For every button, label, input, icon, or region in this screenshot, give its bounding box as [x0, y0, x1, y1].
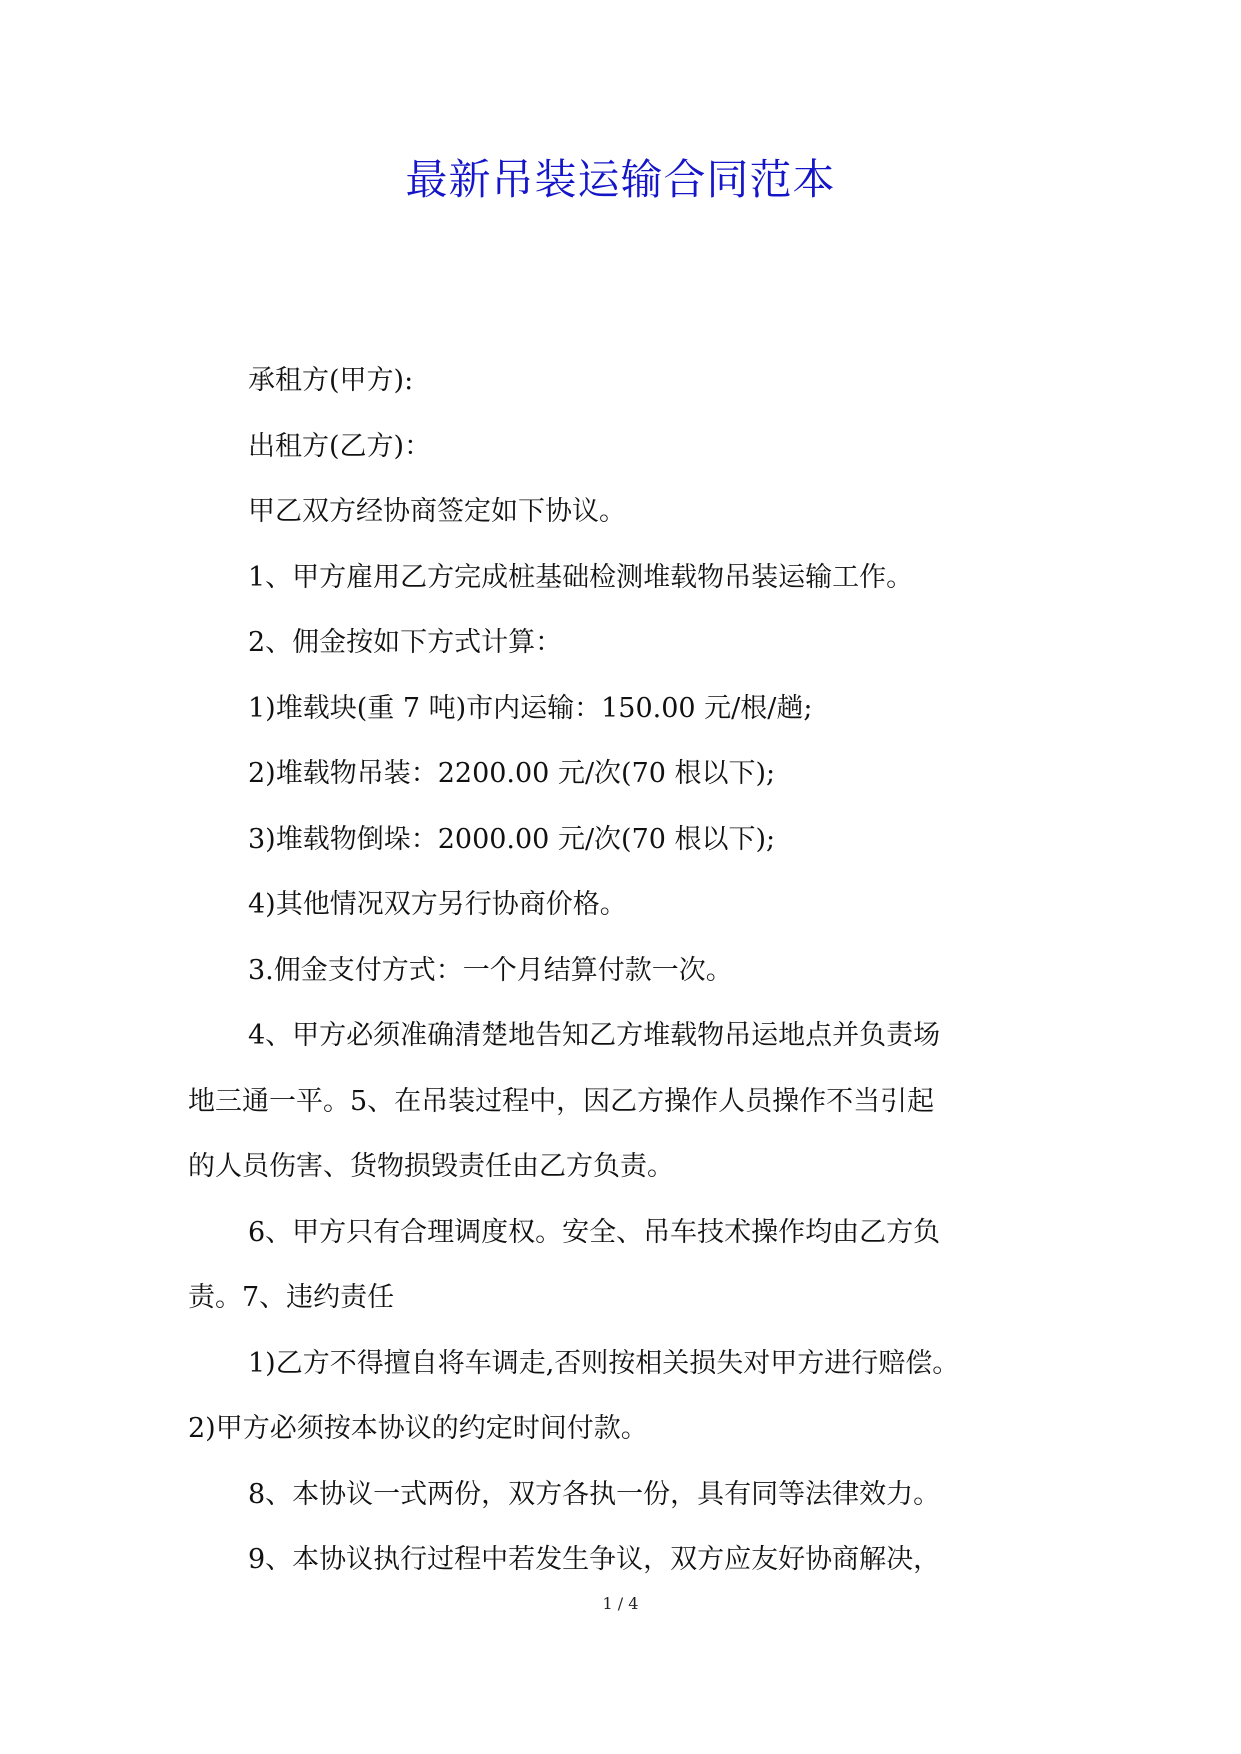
- clause-1: 1、甲方雇用乙方完成桩基础检测堆载物吊装运输工作。: [248, 561, 914, 593]
- clause-6-line-1: 6、甲方只有合理调度权。安全、吊车技术操作均由乙方负: [248, 1216, 941, 1248]
- clause-5-line-2: 的人员伤害、货物损毁责任由乙方负责。: [188, 1151, 674, 1182]
- clause-8: 8、本协议一式两份，双方各执一份，具有同等法律效力。: [248, 1478, 941, 1510]
- party-a-line: 承租方(甲方):: [248, 365, 414, 396]
- party-b-line: 出租方(乙方)：: [248, 430, 432, 462]
- clause-3: 3.佣金支付方式：一个月结算付款一次。: [248, 954, 733, 986]
- clause-4-line-1: 4、甲方必须准确清楚地告知乙方堆载物吊运地点并负责场: [248, 1020, 941, 1051]
- document-title: 最新吊装运输合同范本: [405, 155, 836, 204]
- clause-7-item-1: 1)乙方不得擅自将车调走,否则按相关损失对甲方进行赔偿。: [248, 1347, 960, 1379]
- clause-2-item-2: 2)堆载物吊装：2200.00 元/次(70 根以下);: [248, 758, 776, 789]
- clause-2-item-3: 3)堆载物倒垛：2000.00 元/次(70 根以下);: [248, 823, 776, 855]
- clause-6-line-2: 责。7、违约责任: [188, 1282, 395, 1313]
- clause-2-item-4: 4)其他情况双方另行协商价格。: [248, 889, 627, 920]
- clause-2-item-1: 1)堆载块(重 7 吨)市内运输：150.00 元/根/趟;: [248, 692, 813, 724]
- page-number: 1 / 4: [602, 1594, 639, 1613]
- agreement-intro: 甲乙双方经协商签定如下协议。: [248, 496, 626, 527]
- clause-7-item-2: 2)甲方必须按本协议的约定时间付款。: [188, 1413, 648, 1444]
- document-body: [188, 348, 1056, 1593]
- clause-2: 2、佣金按如下方式计算：: [248, 627, 563, 658]
- clause-4-line-2: 地三通一平。5、在吊装过程中，因乙方操作人员操作不当引起: [188, 1085, 935, 1117]
- clause-9: 9、本协议执行过程中若发生争议，双方应友好协商解决，: [248, 1544, 941, 1575]
